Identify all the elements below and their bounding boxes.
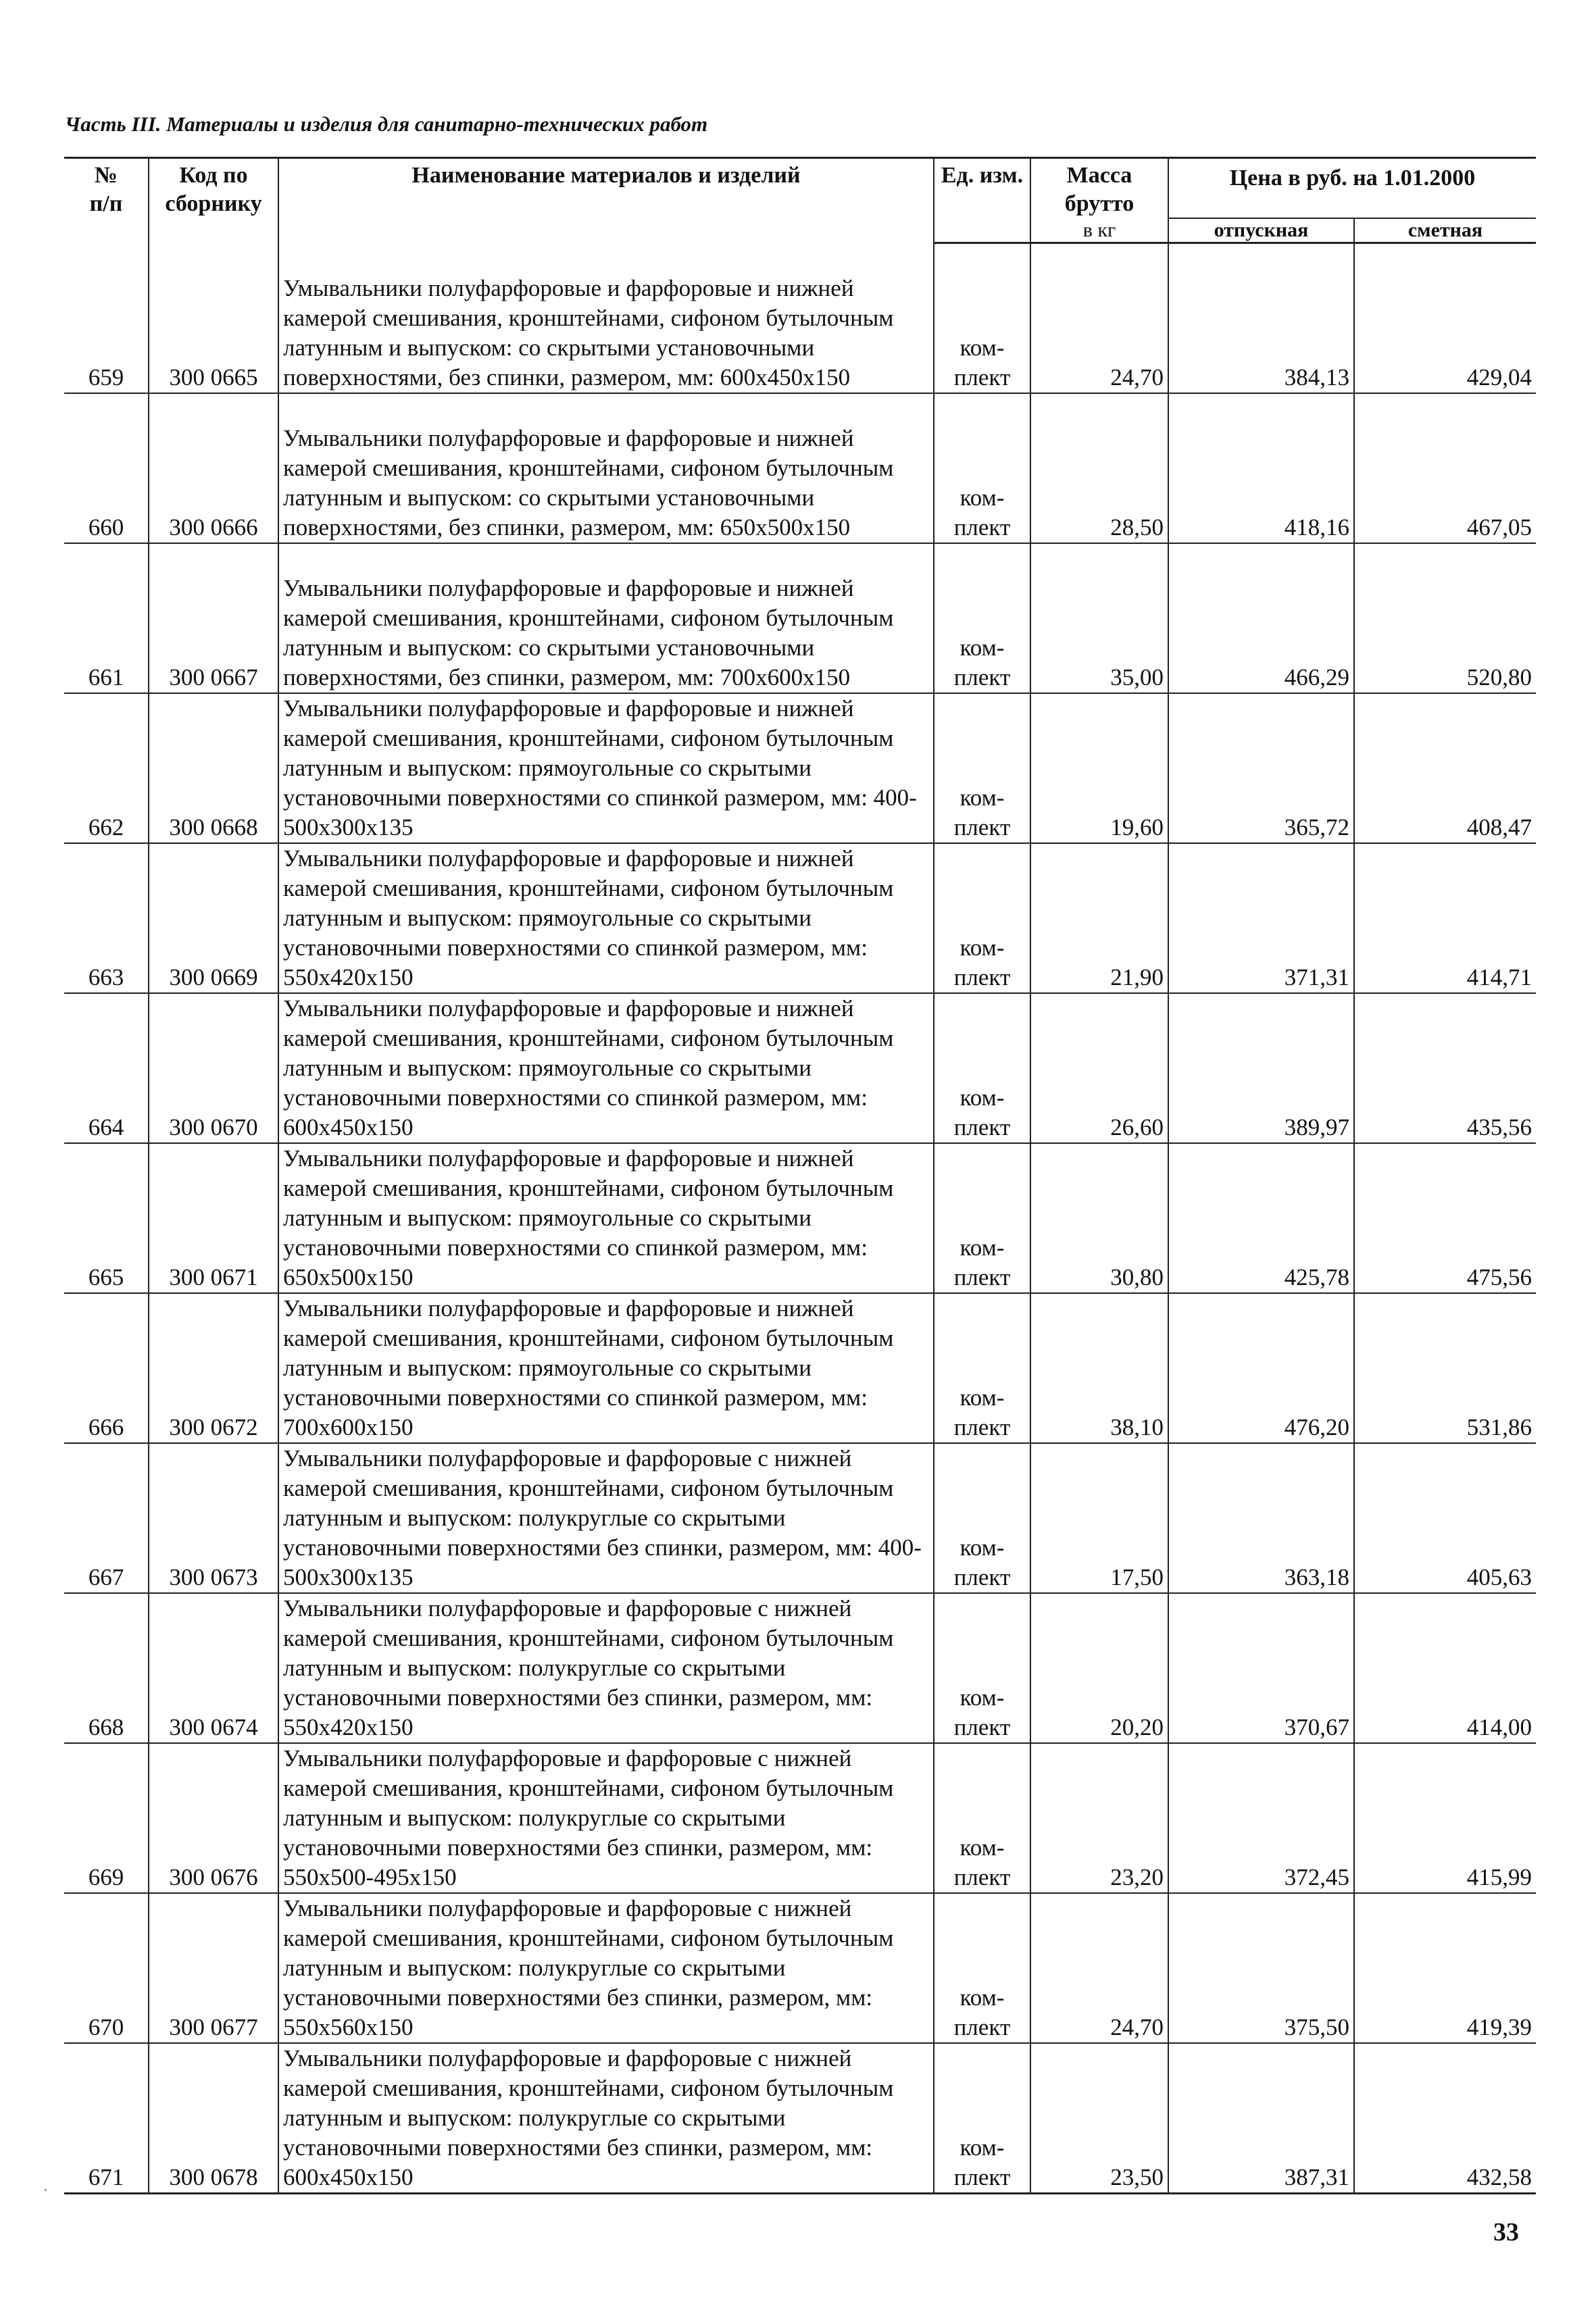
row-name-cell: Умывальники полуфарфоровые и фарфоровые и нижней камерой смешивания, кронштейнами, сифоном бутылочным латунным и выпуском: со скрытыми установочными поверхностями, без спинки, размером, мм: 600х450х150 <box>278 243 934 394</box>
row-number-cell: 659 <box>64 243 149 394</box>
row-unit-cell <box>934 543 1030 693</box>
row-unit-cell <box>934 243 1030 394</box>
row-name-cell: Умывальники полуфарфоровые и фарфоровые и нижней камерой смешивания, кронштейнами, сифоном бутылочным латунным и выпуском: прямоугольные со скрытыми установочными поверхностями со спинкой размером, мм: 550х420х150 <box>278 843 934 993</box>
row-code-cell: 300 0673 <box>149 1443 278 1593</box>
row-name-cell: Умывальники полуфарфоровые и фарфоровые и нижней камерой смешивания, кронштейнами, сифоном бутылочным латунным и выпуском: прямоугольные со скрытыми установочными поверхностями со спинкой размером, мм: 600х450х150 <box>278 993 934 1143</box>
row-name-cell: Умывальники полуфарфоровые и фарфоровые и нижней камерой смешивания, кронштейнами, сифоном бутылочным латунным и выпуском: прямоугольные со скрытыми установочными поверхностями со спинкой размером, мм: 650х500х150 <box>278 1143 934 1293</box>
row-unit-cell <box>934 1143 1030 1293</box>
row-price-estimate-cell: 414,00 <box>1354 1593 1536 1743</box>
row-price-release-cell: 363,18 <box>1168 1443 1354 1593</box>
row-unit-line1: ком- <box>959 1834 1005 1861</box>
row-unit-cell <box>934 993 1030 1143</box>
row-price-release-cell: 418,16 <box>1168 393 1354 543</box>
row-code-cell: 300 0665 <box>149 243 278 394</box>
row-price-release-cell: 370,67 <box>1168 1593 1354 1743</box>
row-mass-cell: 17,50 <box>1030 1443 1168 1593</box>
table-row <box>64 1293 1536 1443</box>
row-code-cell: 300 0676 <box>149 1743 278 1893</box>
column-header-code-line1: Код по <box>179 163 248 188</box>
row-unit-line1: ком- <box>959 1984 1005 2011</box>
row-mass-cell: 21,90 <box>1030 843 1168 993</box>
row-price-estimate-cell: 408,47 <box>1354 693 1536 843</box>
row-code-cell: 300 0671 <box>149 1143 278 1293</box>
row-number-cell: 664 <box>64 993 149 1143</box>
column-header-mass-line1: Масса <box>1066 163 1132 188</box>
column-header-mass <box>1030 158 1168 219</box>
row-price-release-cell: 389,97 <box>1168 993 1354 1143</box>
row-number-cell: 670 <box>64 1893 149 2043</box>
row-mass-cell: 19,60 <box>1030 693 1168 843</box>
row-code-cell: 300 0670 <box>149 993 278 1143</box>
table-row <box>64 543 1536 693</box>
column-header-number-line2: п/п <box>89 191 123 216</box>
row-unit-cell <box>934 1443 1030 1593</box>
row-unit-line2: плект <box>953 364 1011 391</box>
column-header-number-line1: № <box>94 163 118 188</box>
row-mass-cell: 23,50 <box>1030 2043 1168 2194</box>
row-price-estimate-cell: 520,80 <box>1354 543 1536 693</box>
row-number-cell: 669 <box>64 1743 149 1893</box>
row-code-cell: 300 0669 <box>149 843 278 993</box>
row-price-release-cell: 365,72 <box>1168 693 1354 843</box>
row-price-release-cell: 372,45 <box>1168 1743 1354 1893</box>
row-unit-line2: плект <box>953 1714 1011 1740</box>
row-price-estimate-cell: 475,56 <box>1354 1143 1536 1293</box>
row-unit-cell <box>934 1893 1030 2043</box>
row-number-cell: 667 <box>64 1443 149 1593</box>
table-body <box>64 243 1536 2194</box>
row-price-estimate-cell: 415,99 <box>1354 1743 1536 1893</box>
row-number-cell: 666 <box>64 1293 149 1443</box>
column-header-mass-line2: брутто <box>1064 191 1134 216</box>
row-unit-cell <box>934 693 1030 843</box>
row-unit-line2: плект <box>953 1264 1011 1290</box>
row-name-cell: Умывальники полуфарфоровые и фарфоровые и нижней камерой смешивания, кронштейнами, сифоном бутылочным латунным и выпуском: прямоугольные со скрытыми установочными поверхностями со спинкой размером, мм: 400-500х300х135 <box>278 693 934 843</box>
row-mass-cell: 28,50 <box>1030 393 1168 543</box>
row-unit-cell <box>934 393 1030 543</box>
price-table <box>64 157 1536 2194</box>
page-number: 33 <box>1493 2218 1519 2246</box>
row-price-release-cell: 387,31 <box>1168 2043 1354 2194</box>
row-unit-line1: ком- <box>959 934 1005 961</box>
row-price-estimate-cell: 419,39 <box>1354 1893 1536 2043</box>
row-number-cell: 660 <box>64 393 149 543</box>
row-code-cell: 300 0667 <box>149 543 278 693</box>
table-row <box>64 1143 1536 1293</box>
row-price-estimate-cell: 435,56 <box>1354 993 1536 1143</box>
row-unit-line1: ком- <box>959 1534 1005 1561</box>
table-row <box>64 693 1536 843</box>
row-number-cell: 671 <box>64 2043 149 2194</box>
table-row <box>64 2043 1536 2194</box>
row-price-estimate-cell: 405,63 <box>1354 1443 1536 1593</box>
table-row <box>64 1893 1536 2043</box>
row-mass-cell: 30,80 <box>1030 1143 1168 1293</box>
table-row <box>64 843 1536 993</box>
row-code-cell: 300 0668 <box>149 693 278 843</box>
row-mass-cell: 24,70 <box>1030 1893 1168 2043</box>
row-unit-cell <box>934 1743 1030 1893</box>
row-unit-line2: плект <box>953 1414 1011 1440</box>
row-code-cell: 300 0666 <box>149 393 278 543</box>
row-unit-line1: ком- <box>959 784 1005 811</box>
row-unit-line2: плект <box>953 664 1011 690</box>
row-number-cell: 668 <box>64 1593 149 1743</box>
row-price-estimate-cell: 467,05 <box>1354 393 1536 543</box>
table-row <box>64 243 1536 394</box>
scan-speck <box>45 2189 47 2191</box>
column-header-unit-spacer <box>934 218 1030 243</box>
row-code-cell: 300 0672 <box>149 1293 278 1443</box>
row-name-cell: Умывальники полуфарфоровые и фарфоровые и нижней камерой смешивания, кронштейнами, сифоном бутылочным латунным и выпуском: со скрытыми установочными поверхностями, без спинки, размером, мм: 700х600х150 <box>278 543 934 693</box>
row-code-cell: 300 0677 <box>149 1893 278 2043</box>
row-mass-cell: 38,10 <box>1030 1293 1168 1443</box>
row-name-cell: Умывальники полуфарфоровые и фарфоровые и нижней камерой смешивания, кронштейнами, сифоном бутылочным латунным и выпуском: со скрытыми установочными поверхностями, без спинки, размером, мм: 650х500х150 <box>278 393 934 543</box>
column-header-price-group: Цена в руб. на 1.01.2000 <box>1168 158 1536 219</box>
row-mass-cell: 26,60 <box>1030 993 1168 1143</box>
row-unit-cell <box>934 1293 1030 1443</box>
row-unit-line2: плект <box>953 2164 1011 2190</box>
row-unit-line2: плект <box>953 814 1011 840</box>
row-name-cell: Умывальники полуфарфоровые и фарфоровые и нижней камерой смешивания, кронштейнами, сифоном бутылочным латунным и выпуском: прямоугольные со скрытыми установочными поверхностями со спинкой размером, мм: 700х600х150 <box>278 1293 934 1443</box>
row-price-release-cell: 425,78 <box>1168 1143 1354 1293</box>
row-name-cell: Умывальники полуфарфоровые и фарфоровые с нижней камерой смешивания, кронштейнами, сифоном бутылочным латунным и выпуском: полукруглые со скрытыми установочными поверхностями без спинки, размером, мм: 550х560х150 <box>278 1893 934 2043</box>
row-unit-line2: плект <box>953 964 1011 990</box>
row-mass-cell: 23,20 <box>1030 1743 1168 1893</box>
row-unit-line1: ком- <box>959 1684 1005 1711</box>
row-name-cell: Умывальники полуфарфоровые и фарфоровые с нижней камерой смешивания, кронштейнами, сифоном бутылочным латунным и выпуском: полукруглые со скрытыми установочными поверхностями без спинки, размером, мм: 550х500-495х150 <box>278 1743 934 1893</box>
row-unit-line1: ком- <box>959 1384 1005 1411</box>
column-header-number <box>64 158 149 243</box>
row-unit-line1: ком- <box>959 484 1005 511</box>
row-unit-line2: плект <box>953 1114 1011 1140</box>
table-row <box>64 993 1536 1143</box>
row-price-release-cell: 371,31 <box>1168 843 1354 993</box>
row-code-cell: 300 0678 <box>149 2043 278 2194</box>
table-row <box>64 393 1536 543</box>
row-number-cell: 663 <box>64 843 149 993</box>
column-header-name: Наименование материалов и изделий <box>278 158 934 243</box>
row-price-release-cell: 384,13 <box>1168 243 1354 394</box>
row-price-release-cell: 375,50 <box>1168 1893 1354 2043</box>
row-number-cell: 665 <box>64 1143 149 1293</box>
row-unit-line1: ком- <box>959 2134 1005 2161</box>
row-unit-line1: ком- <box>959 634 1005 661</box>
row-unit-line1: ком- <box>959 1234 1005 1261</box>
column-header-price-estimate: сметная <box>1354 218 1536 243</box>
row-number-cell: 662 <box>64 693 149 843</box>
row-mass-cell: 35,00 <box>1030 543 1168 693</box>
row-unit-cell <box>934 2043 1030 2194</box>
row-unit-line2: плект <box>953 2014 1011 2040</box>
running-header: Часть III. Материалы и изделия для санитарно-технических работ <box>65 112 708 136</box>
column-header-mass-unit: в кг <box>1030 218 1168 243</box>
row-unit-cell <box>934 843 1030 993</box>
table-row <box>64 1593 1536 1743</box>
row-number-cell: 661 <box>64 543 149 693</box>
row-name-cell: Умывальники полуфарфоровые и фарфоровые с нижней камерой смешивания, кронштейнами, сифоном бутылочным латунным и выпуском: полукруглые со скрытыми установочными поверхностями без спинки, размером, мм: 400-500х300х135 <box>278 1443 934 1593</box>
table-row <box>64 1443 1536 1593</box>
row-price-estimate-cell: 531,86 <box>1354 1293 1536 1443</box>
row-price-estimate-cell: 429,04 <box>1354 243 1536 394</box>
row-name-cell: Умывальники полуфарфоровые и фарфоровые с нижней камерой смешивания, кронштейнами, сифоном бутылочным латунным и выпуском: полукруглые со скрытыми установочными поверхностями без спинки, размером, мм: 600х450х150 <box>278 2043 934 2194</box>
row-mass-cell: 24,70 <box>1030 243 1168 394</box>
column-header-unit: Ед. изм. <box>934 158 1030 219</box>
row-price-release-cell: 466,29 <box>1168 543 1354 693</box>
row-unit-line2: плект <box>953 1564 1011 1590</box>
row-price-estimate-cell: 414,71 <box>1354 843 1536 993</box>
row-unit-line1: ком- <box>959 1084 1005 1111</box>
row-unit-cell <box>934 1593 1030 1743</box>
row-unit-line1: ком- <box>959 334 1005 361</box>
column-header-code-line2: сборнику <box>165 191 262 216</box>
row-name-cell: Умывальники полуфарфоровые и фарфоровые с нижней камерой смешивания, кронштейнами, сифоном бутылочным латунным и выпуском: полукруглые со скрытыми установочными поверхностями без спинки, размером, мм: 550х420х150 <box>278 1593 934 1743</box>
table-row <box>64 1743 1536 1893</box>
row-unit-line2: плект <box>953 1864 1011 1890</box>
row-price-release-cell: 476,20 <box>1168 1293 1354 1443</box>
row-unit-line2: плект <box>953 514 1011 540</box>
row-mass-cell: 20,20 <box>1030 1593 1168 1743</box>
column-header-price-release: отпускная <box>1168 218 1354 243</box>
row-code-cell: 300 0674 <box>149 1593 278 1743</box>
column-header-code <box>149 158 278 243</box>
row-price-estimate-cell: 432,58 <box>1354 2043 1536 2194</box>
